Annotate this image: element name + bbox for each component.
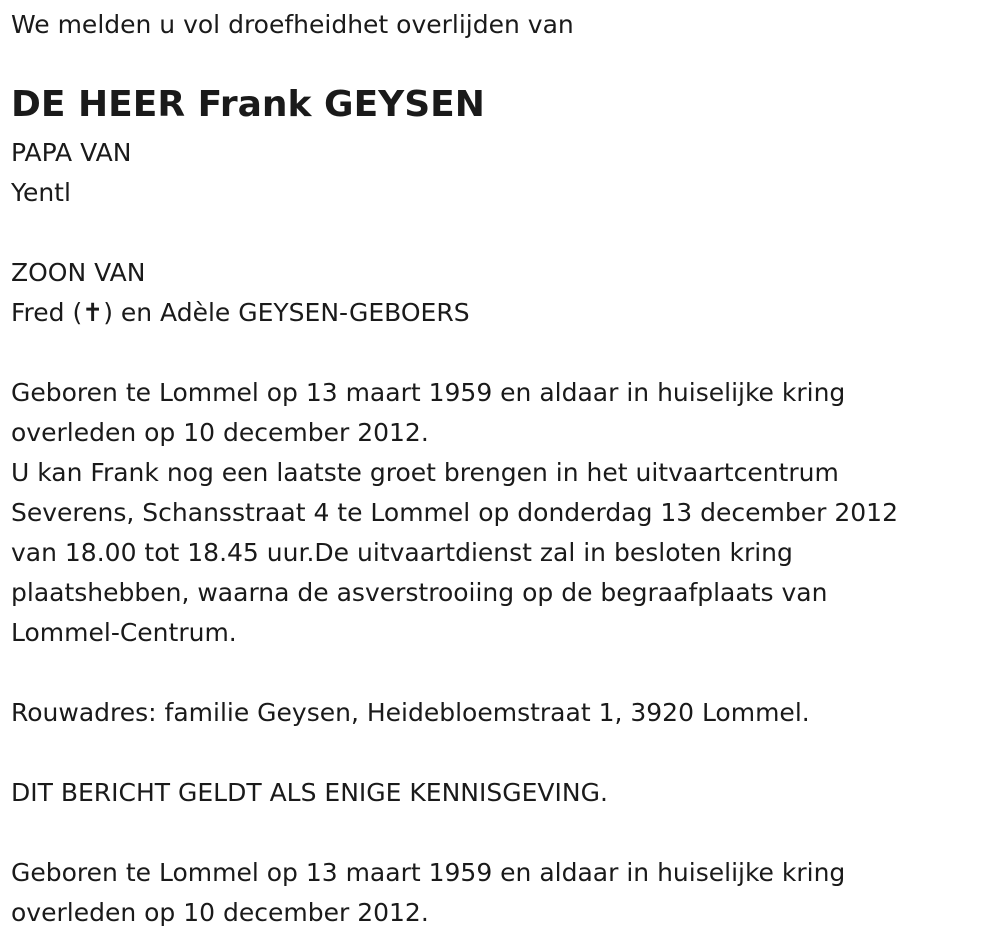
bio-line: U kan Frank nog een laatste groet brengen in het uitvaartcentrum (11, 458, 839, 487)
bio-line: Severens, Schansstraat 4 te Lommel op donderdag 13 december 2012 (11, 498, 898, 527)
repeat-line: overleden op 10 december 2012. (11, 898, 429, 927)
notice-statement: DIT BERICHT GELDT ALS ENIGE KENNISGEVING. (11, 778, 608, 807)
son-heading: ZOON VAN (11, 258, 146, 287)
intro-text: We melden u vol droefheidhet overlijden van (11, 10, 574, 39)
bio-line: Lommel-Centrum. (11, 618, 237, 647)
bio-line: plaatshebben, waarna de asverstrooiing op de begraafplaats van (11, 578, 828, 607)
parents-names: Fred (✝) en Adèle GEYSEN-GEBOERS (11, 298, 470, 327)
papa-of-name: Yentl (11, 178, 71, 207)
bio-line: Geboren te Lommel op 13 maart 1959 en aldaar in huiselijke kring (11, 378, 846, 407)
deceased-name: DE HEER Frank GEYSEN (11, 84, 485, 125)
bio-line: overleden op 10 december 2012. (11, 418, 429, 447)
mourning-address: Rouwadres: familie Geysen, Heidebloemstraat 1, 3920 Lommel. (11, 698, 810, 727)
papa-heading: PAPA VAN (11, 138, 132, 167)
repeat-line: Geboren te Lommel op 13 maart 1959 en aldaar in huiselijke kring (11, 858, 846, 887)
bio-line: van 18.00 tot 18.45 uur.De uitvaartdienst zal in besloten kring (11, 538, 793, 567)
